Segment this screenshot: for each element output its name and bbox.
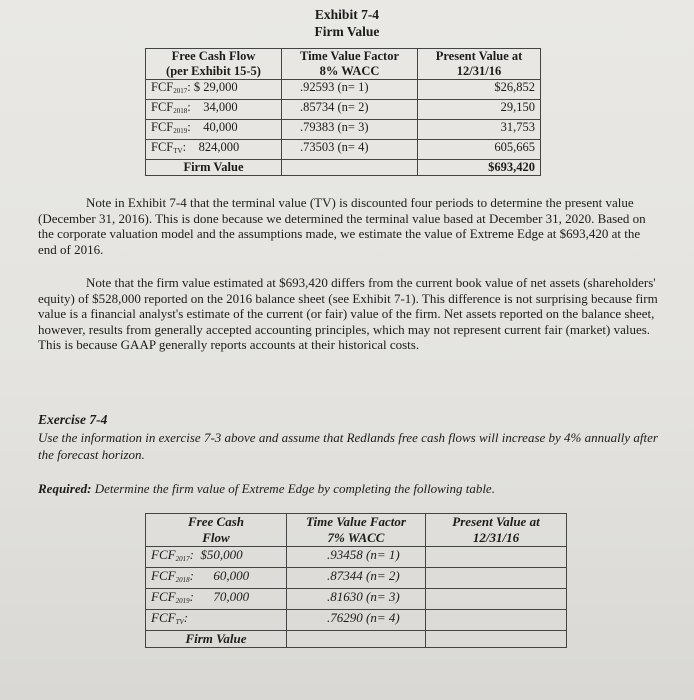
exercise-instruction: Use the information in exercise 7-3 above and assume that Redlands free cash flows will increase by 4% annually after the forecast horizon. <box>38 430 658 462</box>
fcf-header: Free Cash Flow (per Exhibit 15-5) <box>146 49 282 80</box>
paragraph-book-value: Note that the firm value estimated at $693,420 differs from the current book value of net assets (shareholders' equity) of $528,000 reported on the 2016 balance sheet (see Exhibit 7-1). This difference is not surprising because firm value is a financial analyst's estimate of the current (or fair) value of the firm. Net assets reported on the balance sheet, however, results from generally accepted accounting principles, which may not represent current fair (market) values. This is because GAAP generally reports accounts at their historical costs. <box>38 275 658 353</box>
table-row: $FCF_{2019}$: 70,000 .81630 (n= 3) <box>146 589 567 610</box>
exercise-title: Exercise 7-4 <box>38 412 108 427</box>
required-line: Required: Determine the firm value of Extreme Edge by completing the following table. <box>38 481 495 496</box>
table-row: $FCF_{2017}$: $50,000 .93458 (n= 1) <box>146 547 567 568</box>
answer-cell[interactable] <box>426 610 567 631</box>
total-row: Firm Value $693,420 <box>146 160 541 176</box>
table-row: $FCF_{2017}$: $ 29,000 .92593 (n= 1) $26,852 <box>146 80 541 100</box>
paragraph-terminal-value: Note in Exhibit 7-4 that the terminal value (TV) is discounted four periods to determine the present value (December 31, 2016). This is done because we determined the terminal value based at December 31, 2020. Based on the corporate valuation model and the assumptions made, we estimate the value of Extreme Edge at $693,420 at the end of 2016. <box>38 195 646 257</box>
tvf-header: Time Value Factor 7% WACC <box>287 514 426 547</box>
exercise-table <box>145 513 567 648</box>
pv-header: Present Value at 12/31/16 <box>426 514 567 547</box>
tvf-header: Time Value Factor 8% WACC <box>282 49 418 80</box>
table-row: $FCF_{2018}$: 60,000 .87344 (n= 2) <box>146 568 567 589</box>
table-row: $FCF_{2018}$: 34,000 .85734 (n= 2) 29,150 <box>146 100 541 120</box>
table-row: $FCF_{TV}$: 824,000 .73503 (n= 4) 605,665 <box>146 140 541 160</box>
exhibit-number: Exhibit 7-4 <box>314 7 380 22</box>
exhibit-subtitle: Firm Value <box>314 24 380 39</box>
answer-cell[interactable] <box>426 547 567 568</box>
table-row: $FCF_{TV}$: .76290 (n= 4) <box>146 610 567 631</box>
answer-cell[interactable] <box>426 568 567 589</box>
total-row: Firm Value <box>146 631 567 648</box>
fcf-header: Free Cash Flow <box>146 514 287 547</box>
firm-value-table <box>145 48 541 176</box>
table-row: $FCF_{2019}$: 40,000 .79383 (n= 3) 31,753 <box>146 120 541 140</box>
pv-header: Present Value at 12/31/16 <box>418 49 541 80</box>
firm-value-answer-cell[interactable] <box>426 631 567 648</box>
answer-cell[interactable] <box>426 589 567 610</box>
